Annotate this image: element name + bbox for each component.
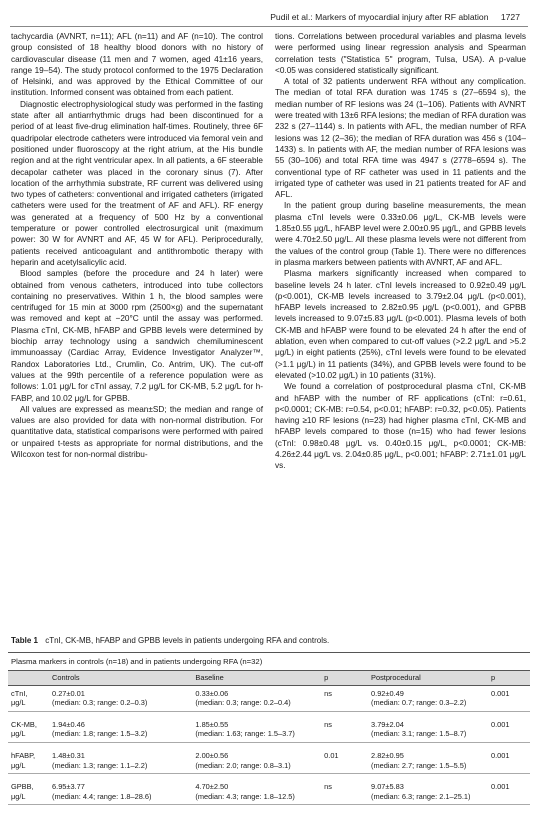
table-header-cell: p: [324, 673, 329, 682]
controls-value: 1.48±0.31: [52, 750, 85, 760]
marker-name: GPBB,: [11, 782, 34, 792]
table-header-cell: Controls: [52, 673, 80, 682]
table-header-cell: Baseline: [195, 673, 224, 682]
results-table: [8, 652, 530, 810]
paragraph: Plasma markers significantly increased when compared to baseline levels 24 h later. cTnI levels increased to 0.92±0.49 μg/L (p<0.001), CK-MB levels increased to 3.79±2.04 μg/L (p<0.001), hFABP levels increased to 2.82±0.95 μg/L (p<0.001), and GPBB levels increased to 9.07±5.83 μg/L (p<0.001). Plasma levels of both CK-MB and hFABP were found to be elevated 24 h after the end of ablation, even when compared to cut-off values (>2.2 μg/L and >5.2 μg/L) in eight patients (25%), cTnI levels were found to be elevated (>1.1 μg/L) in 11 patients (34%), and GPBB levels were found to be elevated (>10.02 μg/L) in 10 patients (31%).: [275, 269, 526, 380]
running-header: [270, 12, 520, 22]
baseline-p-value: ns: [324, 782, 332, 792]
baseline-median: (median: 4.3; range: 1.8–12.5): [195, 791, 295, 801]
table-row: [8, 748, 530, 779]
table-row: [8, 779, 530, 810]
paragraph: tachycardia (AVNRT, n=11); AFL (n=11) and AF (n=10). The control group consisted of 18 healthy blood donors with no history of cardiovascular disease (11 men and 7 women, aged 41±16 years, range 19–54). The study protocol conformed to the 1975 Declaration of Helsinki, and was approved by the Ethical Committee of our institution. Informed consent was obtained from each patient.: [11, 32, 263, 98]
paragraph: tions. Correlations between procedural variables and plasma levels were performed using linear regression analysis and Spearman correlation tests ("Statistica 5" program, Tulsa, USA). A p-value <0.05 was considered statistically significant.: [275, 32, 526, 75]
marker-name: hFABP,: [11, 750, 36, 760]
postprocedural-value: 0.92±0.49: [371, 688, 404, 698]
baseline-p-value: 0.01: [324, 750, 339, 760]
table-caption: [11, 636, 329, 645]
marker-unit: μg/L: [11, 791, 26, 801]
paragraph: We found a correlation of postprocedural plasma cTnI, CK-MB and hFABP with the number of RF applications (cTnI: r=0.61, p<0.0001; CK-MB: r=0.54, p<0.01; hFABP: r=0.32, p<0.05). Patients having ≥10 RF lesions (n=23) had higher plasma cTnI, CK-MB and hFABP levels compared to those (n=15) who had fewer lesions (cTnI: 0.98±0.48 μg/L vs. 0.40±0.15 μg/L, p<0.0001; CK-MB: 4.26±2.44 μg/L vs. 2.04±0.85 μg/L, p<0.001; hFABP: 2.71±1.01 μg/L vs.: [275, 382, 526, 471]
table-body: [8, 686, 530, 811]
table-header-cell: p: [491, 673, 496, 682]
baseline-value: 2.00±0.56: [195, 750, 229, 760]
table-header-cell: [8, 673, 48, 683]
postprocedural-median: (median: 0.7; range: 0.3–2.2): [371, 698, 467, 708]
postprocedural-median: (median: 2.7; range: 1.5–5.5): [371, 760, 467, 770]
baseline-value: 1.85±0.55: [195, 719, 229, 729]
baseline-value: 0.33±0.06: [195, 688, 229, 698]
controls-value: 6.95±3.77: [52, 782, 85, 792]
page-number: 1727: [500, 12, 520, 22]
controls-median: (median: 1.8; range: 1.5–3.2): [52, 729, 148, 739]
baseline-median: (median: 1.63; range: 1.5–3.7): [195, 729, 295, 739]
table-header-cell: Postprocedural: [371, 673, 421, 682]
running-title: Pudil et al.: Markers of myocardial injury after RF ablation: [270, 12, 489, 22]
header-rule: [10, 26, 528, 27]
controls-value: 0.27±0.01: [52, 688, 85, 698]
controls-value: 1.94±0.46: [52, 719, 85, 729]
postprocedural-p-value: 0.001: [491, 719, 510, 729]
postprocedural-median: (median: 3.1; range: 1.5–8.7): [371, 729, 467, 739]
table-row: [8, 686, 530, 717]
postprocedural-median: (median: 6.3; range: 2.1–25.1): [371, 791, 471, 801]
controls-median: (median: 0.3; range: 0.2–0.3): [52, 698, 148, 708]
paragraph: Blood samples (before the procedure and 24 h later) were obtained from venous catheters, introduced into tube collectors containing no preservatives. Within 1 h, the blood samples were centrifuged for 15 min at 3000 rpm (2500×g) and the supernatant was removed and kept at −20°C until the assay was performed. Plasma cTnI, CK-MB, hFABP and GPBB levels were determined by biochip array technology using a sandwich chemiluminescent immunoassay (Cardiac Array, Evidence Investigator Analyzer™, Randox Laboratories Ltd., Crumlin, Co. Antrim, UK). The cut-off values at the 99th percentile of a reference population were as follows: 1.01 μg/L for cTnI assay, 7.2 μg/L for CK-MB, 5.2 μg/L for h-FABP, and 10.02 μg/L for GPBB.: [11, 269, 263, 403]
controls-median: (median: 4.4; range: 1.8–28.6): [52, 791, 152, 801]
baseline-p-value: ns: [324, 688, 332, 698]
right-column: [275, 31, 526, 472]
controls-median: (median: 1.3; range: 1.1–2.2): [52, 760, 148, 770]
baseline-median: (median: 2.0; range: 0.8–3.1): [195, 760, 291, 770]
table-row: [8, 717, 530, 748]
postprocedural-value: 9.07±5.83: [371, 782, 404, 792]
left-column: [11, 31, 263, 460]
baseline-p-value: ns: [324, 719, 332, 729]
marker-unit: μg/L: [11, 760, 26, 770]
postprocedural-p-value: 0.001: [491, 782, 510, 792]
table-caption-text: cTnI, CK-MB, hFABP and GPBB levels in patients undergoing RFA and controls.: [45, 636, 330, 645]
table-caption-label: Table 1: [11, 636, 38, 645]
paragraph: All values are expressed as mean±SD; the median and range of values are also provided for data with non-normal distribution. For quantitative data, statistical comparisons were performed with paired or unpaired t-tests as appropriate for normal distributions, and the Wilcoxon test for non-normal distribu-: [11, 404, 263, 459]
postprocedural-p-value: 0.001: [491, 688, 510, 698]
marker-name: CK-MB,: [11, 719, 37, 729]
baseline-median: (median: 0.3; range: 0.2–0.4): [195, 698, 291, 708]
postprocedural-p-value: 0.001: [491, 750, 510, 760]
baseline-value: 4.70±2.50: [195, 782, 229, 792]
paragraph: A total of 32 patients underwent RFA without any complication. The median of total RFA duration was 1745 s (27–6594 s), the median number of RF lesions was 24 (1–106). Patients with AVNRT were treated with 13±6 RFA lesions; the median of RFA duration was 232 s (27–1144) s. In patients with AFL, the median number of RFA lesions was 12 (2–36); the median of RFA duration was 456 s (104–1433) s. In patients with AF, the median number of RFA lesions was 55 (30–106) and total RFA time was 4947 s (2778–6594 s). The conventional type of RF catheter was used in 11 patients and the irrigated type of catheter was used in 21 patients treated for AF and AFL.: [275, 77, 526, 200]
paragraph: Diagnostic electrophysiological study was performed in the fasting state after all antiarrhythmic drugs had been discontinued for a period of at least five-drug elimination half-times. Routinely, three 6F quadripolar electrode catheters were introduced via femoral vein and positioned under fluoroscopy at the right atrium, at the His bundle region and at the right ventricular apex. In all patients, a 6F steerable decapolar catheter was placed in the coronary sinus (7). After location of the arrhythmia substrate, RF current was delivered using two types of catheters: conventional and irrigated catheters (irrigated catheters were used for the treatment of AF and AFL). RF energy was generated at a frequency of 500 Hz by a conventional temperature or power controlled electrosurgical unit (maximum power: 30 W for AVNRT and AF, 45 W for AFL). Periprocedurally, patients received anticoagulant and antithrombotic therapy with heparin and acetylsalicylic acid.: [11, 99, 263, 267]
marker-unit: μg/L: [11, 729, 26, 739]
table-header-row: [8, 670, 530, 686]
postprocedural-value: 3.79±2.04: [371, 719, 404, 729]
marker-name: cTnI,: [11, 688, 28, 698]
paragraph: In the patient group during baseline measurements, the mean plasma cTnI levels were 0.33±0.06 μg/L, CK-MB levels were 1.85±0.55 μg/L, hFABP level were 2.00±0.95 μg/L, and GPBB levels were 4.70±2.50 μg/L. All these plasma levels were not different from the values of the control group (Table 1). There were no differences in plasma markers between patients with AVNRT, AF and AFL.: [275, 201, 526, 267]
table-subtitle: Plasma markers in controls (n=18) and in patients undergoing RFA (n=32): [11, 657, 263, 666]
postprocedural-value: 2.82±0.95: [371, 750, 404, 760]
marker-unit: μg/L: [11, 698, 26, 708]
